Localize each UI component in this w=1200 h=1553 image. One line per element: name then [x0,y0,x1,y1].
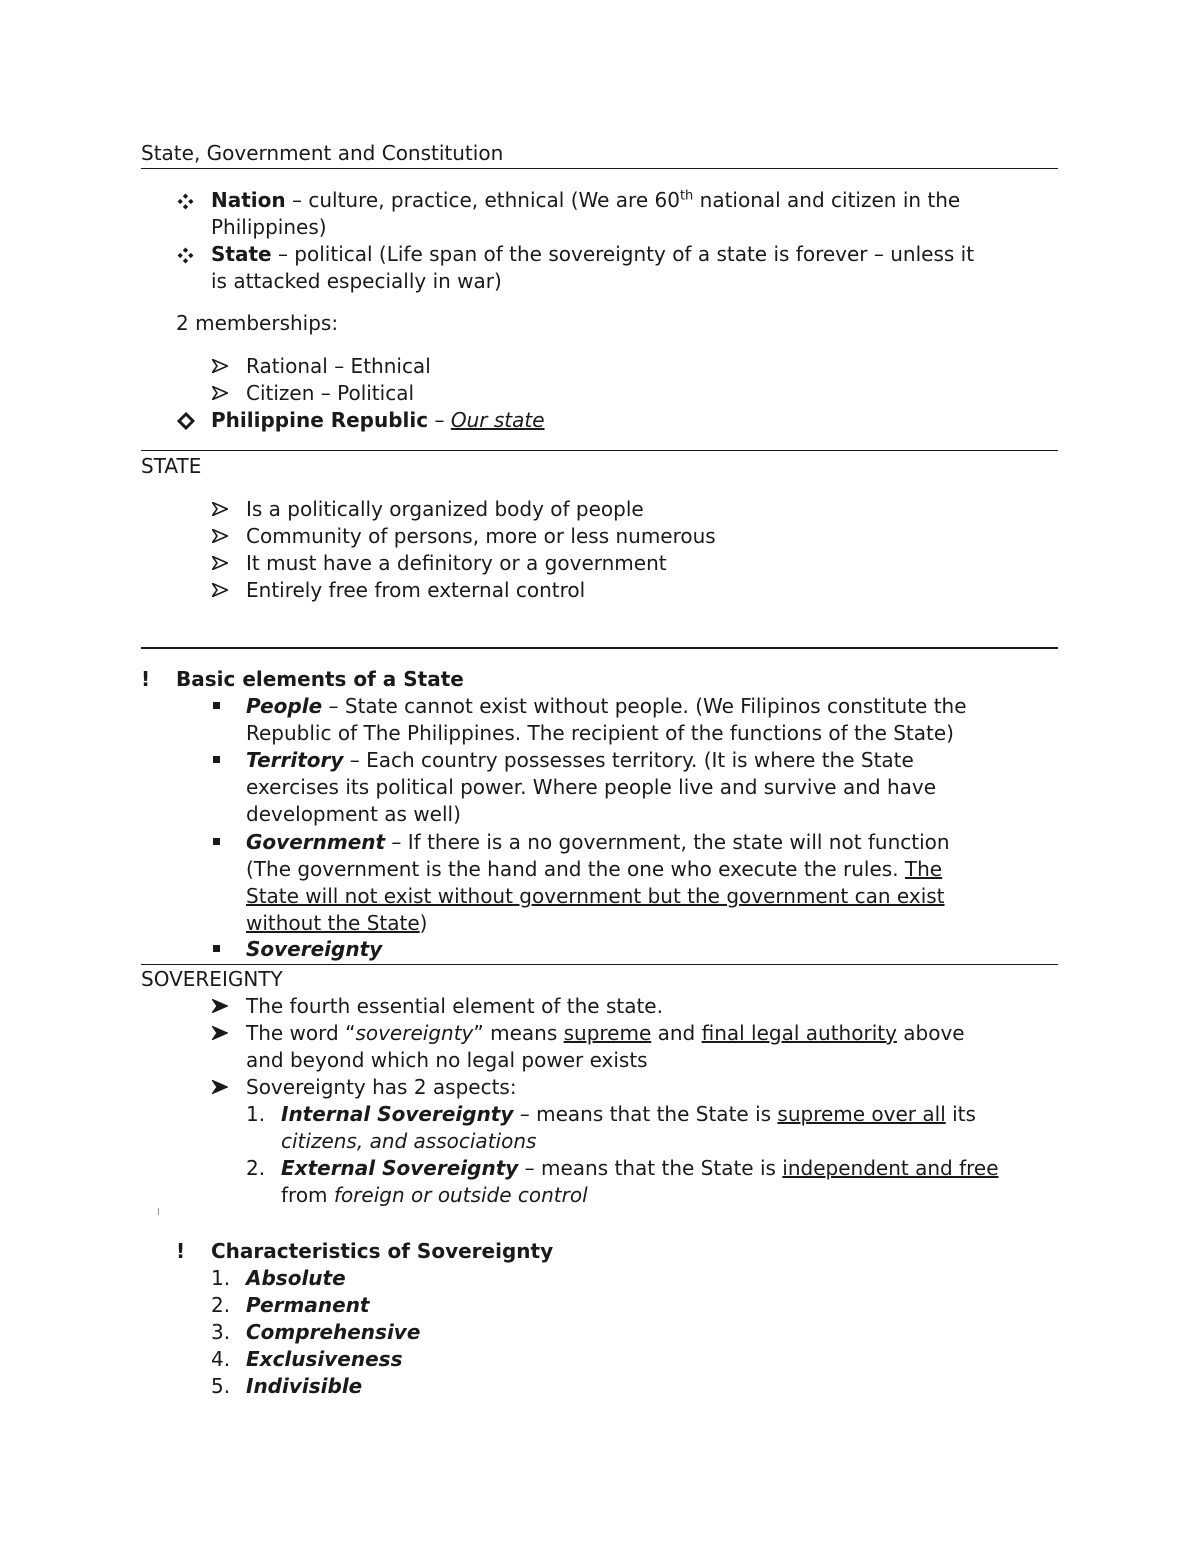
section-rule [141,647,1058,649]
section-rule [141,450,1058,451]
characteristic-label: Absolute [246,1266,346,1290]
characteristic-label: Comprehensive [246,1320,421,1344]
document-title: State, Government and Constitution [141,141,504,165]
nation-line-2: Philippines) [211,215,327,239]
republic-term: Philippine Republic [211,408,429,432]
exclamation-bullet: ! [141,667,151,691]
government-line-4: without the State) [246,911,428,935]
characteristic-label: Indivisible [246,1374,363,1398]
diamond-bullet-icon [176,411,196,431]
external-sovereignty-line-1: External Sovereignty – means that the State is independent and free [281,1156,999,1180]
membership-item: Rational – Ethnical [246,354,431,378]
people-term: People [246,694,323,718]
aspect-number: 1. [246,1102,266,1126]
territory-line-2: exercises its political power. Where people live and survive and have [246,775,937,799]
elements-heading: Basic elements of a State [176,667,464,691]
nation-term: Nation [211,188,286,212]
sovereignty-item: Sovereignty has 2 aspects: [246,1075,517,1099]
people-line-1: People – State cannot exist without people. (We Filipinos constitute the [246,694,967,718]
membership-item: Citizen – Political [246,381,415,405]
state-item: Is a politically organized body of people [246,497,644,521]
arrowhead-bullet-icon [212,529,228,543]
state-line-1: State – political (Life span of the sovereignty of a state is forever – unless it [211,242,975,266]
title-rule [141,168,1058,169]
state-heading: STATE [141,454,202,478]
state-item: It must have a definitory or a government [246,551,667,575]
internal-sovereignty-line-2: citizens, and associations [281,1129,537,1153]
square-bullet-icon [213,756,220,763]
stray-mark [158,1208,159,1215]
internal-sovereignty-line-1: Internal Sovereignty – means that the State is supreme over all its [281,1102,976,1126]
characteristic-label: Permanent [246,1293,370,1317]
government-line-3: State will not exist without government but the government can exist [246,884,945,908]
republic-line: Philippine Republic – Our state [211,408,545,432]
aspect-number: 2. [246,1156,266,1180]
state-term: State [211,242,272,266]
arrowhead-bullet-icon [212,1026,228,1040]
arrowhead-bullet-icon [212,359,228,373]
nation-line-1: Nation – culture, practice, ethnical (We are 60th national and citizen in the [211,188,961,212]
four-diamond-bullet-icon [177,247,194,264]
arrowhead-bullet-icon [212,583,228,597]
four-diamond-bullet-icon [177,193,194,210]
sovereignty-heading: SOVEREIGNTY [141,967,283,991]
sovereignty-item: The word “sovereignty” means supreme and final legal authority above [246,1021,965,1045]
characteristic-number: 5. [211,1374,231,1398]
territory-line-3: development as well) [246,802,461,826]
sovereignty-item: The fourth essential element of the state. [246,994,663,1018]
memberships-heading: 2 memberships: [176,311,339,335]
square-bullet-icon [213,838,220,845]
arrowhead-bullet-icon [212,386,228,400]
characteristic-number: 3. [211,1320,231,1344]
characteristics-heading: Characteristics of Sovereignty [211,1239,554,1263]
territory-line-1: Territory – Each country possesses territory. (It is where the State [246,748,914,772]
government-line-2: (The government is the hand and the one who execute the rules. The [246,857,943,881]
state-line-2: is attacked especially in war) [211,269,502,293]
characteristic-number: 4. [211,1347,231,1371]
republic-value: Our state [450,408,545,432]
external-sovereignty-line-2: from foreign or outside control [281,1183,588,1207]
square-bullet-icon [213,702,220,709]
sovereignty-element: Sovereignty [246,937,383,961]
exclamation-bullet: ! [176,1239,186,1263]
sovereignty-item-line-2: and beyond which no legal power exists [246,1048,648,1072]
people-line-2: Republic of The Philippines. The recipient of the functions of the State) [246,721,954,745]
characteristic-number: 1. [211,1266,231,1290]
state-item: Entirely free from external control [246,578,586,602]
characteristic-label: Exclusiveness [246,1347,403,1371]
arrowhead-bullet-icon [212,556,228,570]
characteristic-number: 2. [211,1293,231,1317]
territory-term: Territory [246,748,344,772]
government-term: Government [246,830,386,854]
arrowhead-bullet-icon [212,1080,228,1094]
arrowhead-bullet-icon [212,999,228,1013]
arrowhead-bullet-icon [212,502,228,516]
state-item: Community of persons, more or less numerous [246,524,716,548]
section-rule [141,964,1058,965]
government-line-1: Government – If there is a no government, the state will not function [246,830,950,854]
square-bullet-icon [213,945,220,952]
